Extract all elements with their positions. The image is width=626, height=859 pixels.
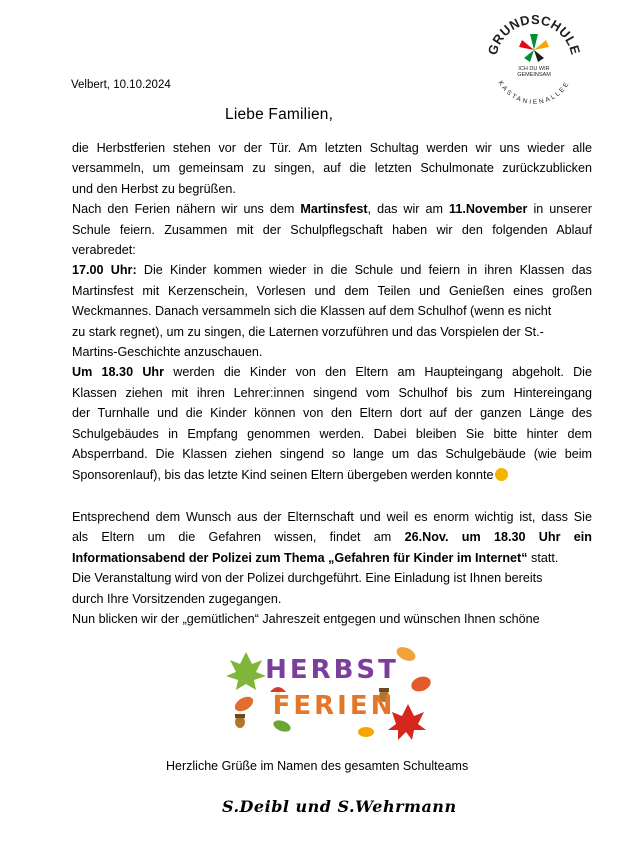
text-run: zu stark regnet), um zu singen, die Laternen vorzuführen und das Vorspielen der St.- [72, 324, 544, 339]
text-line [72, 301, 592, 321]
text-run: Nun blicken wir der „gemütlichen“ Jahreszeit entgegen und wünschen Ihnen schöne [72, 612, 540, 627]
text-run: verabredet: [72, 243, 136, 258]
logo-motto-1: ICH DU WIR [518, 66, 550, 72]
text-line [72, 138, 592, 158]
text-line [72, 199, 592, 219]
leaf-icon [409, 674, 433, 694]
bold-text: Um 18.30 Uhr [72, 365, 165, 380]
letter-greeting: Liebe Familien, [225, 106, 334, 123]
school-logo [484, 8, 584, 112]
ferien-word: FERIEN [272, 691, 396, 721]
text-run: die Herbstferien stehen vor der Tür. Am letzten Schultag werden wir uns wieder alle [72, 141, 592, 155]
text-line [72, 383, 592, 403]
text-line [72, 342, 592, 362]
text-run: der Turnhalle und die Kinder können von den Eltern dort auf der ganzen Länge des [72, 406, 592, 421]
bold-text: 26.Nov. um 18.30 Uhr ein [404, 530, 592, 545]
text-run: Sponsorenlauf), bis das letzte Kind seinen Eltern übergeben werden konnte [72, 467, 494, 482]
text-run: in unserer [527, 202, 592, 217]
text-run: werden die Kinder von den Eltern am Haupteingang abgeholt. Die [164, 365, 592, 380]
logo-arc-top: GRUNDSCHULE [484, 11, 584, 57]
text-run: , das wir am [367, 202, 450, 217]
bold-text: Informationsabend der Polizei zum Thema „Gefahren für Kinder im Internet“ [72, 550, 528, 565]
svg-text:KASTANIENALLEE [497, 80, 572, 106]
herbst-word: HERBST [265, 655, 399, 685]
text-line [72, 424, 592, 444]
text-run: Schule feiern. Zusammen mit der Schulpflegschaft haben wir den folgenden Ablauf [72, 222, 592, 237]
text-run: Die Veranstaltung wird von der Polizei durchgeführt. Eine Einladung ist Ihnen bereits [72, 571, 543, 586]
text-run: als Eltern um die Gefahren wissen, findet am [72, 530, 405, 545]
logo-arc-bottom: KASTANIENALLEE [496, 79, 572, 107]
text-run: Martins-Geschichte anzuschauen. [72, 345, 263, 360]
text-run: versammeln, um gemeinsam zu singen, auf die letzten Schulmonate zurückzublicken [72, 161, 592, 176]
leaf-icon [232, 694, 255, 714]
text-run: und den Herbst zu begrüßen. [72, 181, 236, 196]
text-line [72, 444, 592, 464]
maple-leaf-icon [226, 652, 266, 690]
text-line [72, 281, 592, 301]
leaf-icon [358, 727, 374, 737]
text-line [72, 465, 592, 485]
text-line [72, 322, 592, 342]
smiley-icon [495, 468, 508, 481]
acorn-icon [235, 714, 245, 728]
chestnut-leaf-icon [519, 34, 549, 62]
text-run: Absperrband. Die Klassen ziehen singend so lange um das Schulgebäude (wie beim [72, 447, 592, 462]
text-line [72, 507, 592, 527]
text-run: Klassen ziehen mit ihren Lehrer:innen singend vom Schulhof bis zum Hintereingang [72, 385, 592, 400]
text-run: statt. [527, 550, 559, 565]
text-run: Schulgebäudes in Empfang genommen werden. Dabei bleiben Sie bitte hinter dem [72, 426, 592, 441]
text-line [72, 240, 592, 260]
text-run: durch Ihre Vorsitzenden zugegangen. [72, 591, 282, 606]
text-run: Nach den Ferien nähern wir uns dem [72, 202, 301, 217]
text-line [72, 220, 592, 240]
text-line [72, 403, 592, 423]
letter-date: Velbert, 10.10.2024 [71, 79, 171, 91]
text-line [72, 568, 592, 588]
text-line [72, 589, 592, 609]
text-line [72, 548, 592, 568]
bold-text: Martinsfest [300, 202, 368, 217]
text-line [72, 260, 592, 280]
text-line [72, 179, 592, 199]
letter-body-part-2 [72, 507, 592, 629]
letter-body-part-1 [72, 138, 592, 485]
text-run: Martinsfest mit Kerzenschein, Vorlesen und dem Teilen und Genießen eines großen [72, 283, 592, 298]
text-run: Entsprechend dem Wunsch aus der Elternschaft und weil es enorm wichtig ist, dass Sie [72, 510, 592, 524]
closing-greeting: Herzliche Grüße im Namen des gesamten Schulteams [166, 759, 469, 773]
signature-text: S.Deibl und S.Wehrmann [222, 797, 457, 816]
text-line [72, 527, 592, 547]
text-line [72, 609, 592, 629]
logo-motto-2: GEMEINSAM [517, 72, 551, 78]
signature [222, 797, 457, 816]
text-run: Die Kinder kommen wieder in die Schule und feiern in ihren Klassen das [136, 263, 592, 278]
text-line [72, 158, 592, 178]
bold-text: 17.00 Uhr: [72, 263, 137, 278]
text-run: Weckmannes. Danach versammeln sich die Klassen auf dem Schulhof (wenn es nicht [72, 304, 552, 319]
text-line [72, 362, 592, 382]
herbstferien-illustration [226, 644, 436, 740]
bold-text: 11.November [449, 202, 528, 217]
